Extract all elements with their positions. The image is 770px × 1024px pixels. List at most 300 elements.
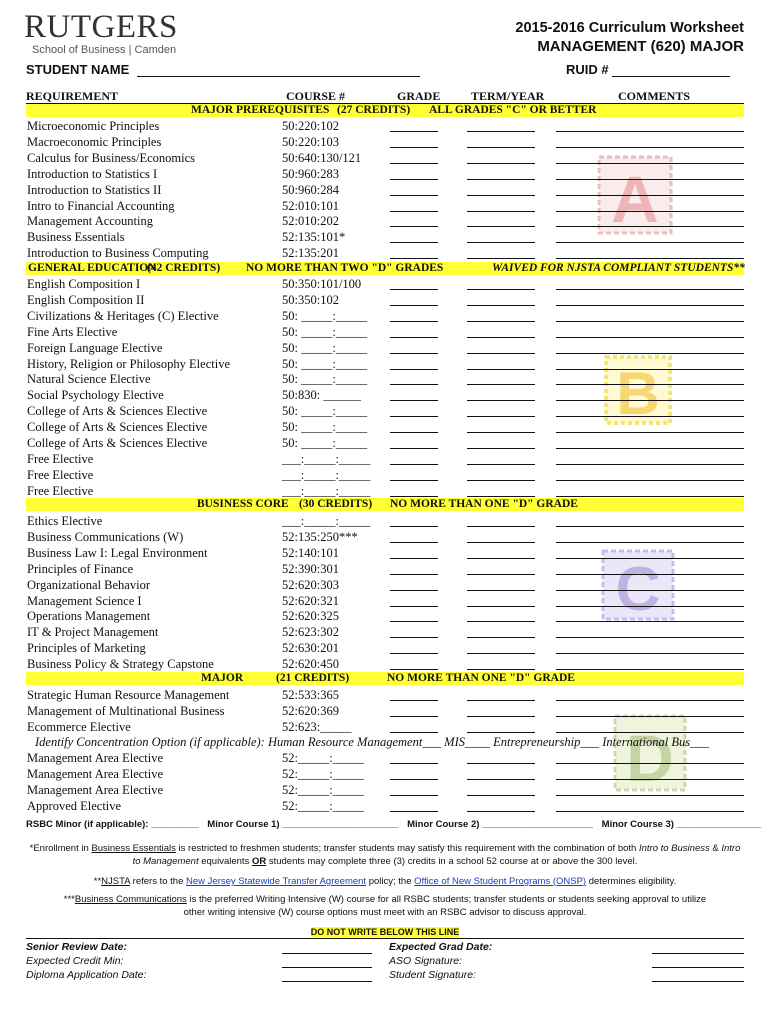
requirement-name: Free Elective [27,451,94,466]
course-row [26,198,744,214]
grade-field[interactable] [390,179,438,180]
course-number: 50: _____:_____ [282,308,368,323]
comments-field[interactable] [556,147,744,148]
requirement-name: Organizational Behavior [27,577,150,592]
term-year-field[interactable] [467,305,535,306]
requirement-name: Management Accounting [27,214,154,229]
requirement-name: Introduction to Business Computing [27,246,209,261]
comments-field[interactable] [556,369,744,370]
term-year-field[interactable] [467,448,535,449]
course-row [26,387,744,403]
grade-field[interactable] [390,163,438,164]
course-number: 50:640:130/121 [282,150,362,165]
course-row [26,782,744,798]
grade-field[interactable] [390,779,438,780]
comments-field[interactable] [556,448,744,449]
course-number: 50:220:102 [282,119,339,133]
note3-part: is the preferred Writing Intensive (W) course for all RSBC students; transfer students or students seeking approval to utilize other writing intensive (W) course options must meet with an RSBC advisor to discuss approval. [183,894,707,918]
course-row [26,182,744,198]
term-year-field[interactable] [467,416,535,417]
grade-field[interactable] [390,353,438,354]
requirement-name: Strategic Human Resource Management [27,688,230,702]
comments-field[interactable] [556,464,744,465]
course-row [26,798,744,814]
aso-signature-label: ASO Signature: [389,955,462,967]
comments-field[interactable] [556,179,744,180]
course-number: 50:350:102 [282,292,339,307]
course-row [26,608,744,624]
course-row [26,593,744,609]
requirement-name: Principles of Marketing [27,641,146,656]
term-year-field[interactable] [467,179,535,180]
band-core-credits: (30 CREDITS) [299,498,373,510]
col-grade: GRADE [397,89,441,103]
term-year-field[interactable] [467,574,535,575]
course-row [26,292,744,308]
requirement-name: Business Communications (W) [27,529,184,544]
course-number: 52:390:301 [282,561,339,576]
comments-field[interactable] [556,131,744,132]
comments-field[interactable] [556,400,744,401]
note1-part: is restricted to freshmen students; transfer students may satisfy this requirement with the combination of both [175,843,639,854]
course-row [26,356,744,372]
senior-review-label: Senior Review Date: [26,941,127,953]
course-number: 50:960:283 [282,166,339,181]
term-year-field[interactable] [467,637,535,638]
course-number: 50: _____:_____ [282,420,368,435]
term-year-field[interactable] [467,653,535,654]
course-number: 50:220:103 [282,134,339,149]
comments-field[interactable] [556,353,744,354]
term-year-field[interactable] [467,131,535,132]
band-general-education [26,262,744,275]
grade-field[interactable] [390,321,438,322]
term-year-field[interactable] [467,353,535,354]
band-gened-rule: NO MORE THAN TWO "D" GRADES [246,262,444,274]
course-row [26,703,744,719]
requirement-name: Intro to Financial Accounting [27,198,175,213]
concentration-options[interactable]: Identify Concentration Option (if applicable): Human Resource Management___ MIS____ Entrepreneurship___ International Bus___ [35,735,709,749]
course-number: 50:960:284 [282,182,339,197]
course-row [26,435,744,451]
course-number: 50:350:101/100 [282,277,362,291]
term-year-field[interactable] [467,195,535,196]
course-number: 52:620:321 [282,593,339,608]
note2-njsta: NJSTA [101,876,131,887]
student-signature-label: Student Signature: [389,969,476,981]
grade-field[interactable] [390,732,438,733]
onsp-link[interactable]: Office of New Student Programs (ONSP) [414,876,587,887]
band-gened-title: GENERAL EDUCATION [28,262,157,274]
comments-field[interactable] [556,811,744,812]
course-row [26,687,744,703]
comments-field[interactable] [556,163,744,164]
grade-field[interactable] [390,448,438,449]
course-number: 52:_____:_____ [282,798,364,813]
comments-field[interactable] [556,779,744,780]
course-number: 52:620:450 [282,657,339,672]
course-row [26,229,744,245]
requirement-name: Foreign Language Elective [27,340,163,355]
grade-field[interactable] [390,242,438,243]
grade-field[interactable] [390,369,438,370]
comments-field[interactable] [556,305,744,306]
requirement-name: Fine Arts Elective [27,324,118,339]
rutgers-logo [24,10,178,56]
col-comments: COMMENTS [618,89,690,103]
grade-field[interactable] [390,337,438,338]
comments-field[interactable] [556,195,744,196]
minor-label: RSBC Minor (if applicable): _________ [26,819,199,830]
grade-field[interactable] [390,669,438,670]
term-year-field[interactable] [467,542,535,543]
course-number: 52:_____:_____ [282,782,364,797]
grade-field[interactable] [390,400,438,401]
grade-field[interactable] [390,384,438,385]
comments-field[interactable] [556,542,744,543]
term-year-field[interactable] [467,384,535,385]
requirement-name: Management Area Elective [27,782,164,797]
band-prereq-rule: ALL GRADES "C" OR BETTER [429,104,597,116]
band-major [26,672,744,685]
course-row [26,134,744,150]
note1-or: OR [251,856,267,867]
grade-field[interactable] [390,621,438,622]
comments-field[interactable] [556,606,744,607]
term-year-field[interactable] [467,226,535,227]
worksheet-title: 2015-2016 Curriculum Worksheet [515,20,744,36]
aso-signature-field[interactable] [652,967,744,968]
expected-credit-field[interactable] [282,967,372,968]
band-major-credits: (21 CREDITS) [276,672,350,684]
comments-field[interactable] [556,242,744,243]
note3-course: Business Communications [74,894,187,905]
term-year-field[interactable] [467,590,535,591]
minor-course-1[interactable]: Minor Course 1) ______________________ [207,819,399,830]
course-row [26,656,744,672]
course-row [26,766,744,782]
comments-field[interactable] [556,289,744,290]
comments-field[interactable] [556,700,744,701]
course-number: 50: _____:_____ [282,324,368,339]
term-year-field[interactable] [467,606,535,607]
requirement-name: Ecommerce Elective [27,719,131,734]
comments-field[interactable] [556,226,744,227]
svg-text:B: B [616,360,660,426]
comments-field[interactable] [556,795,744,796]
term-year-field[interactable] [467,763,535,764]
course-row [26,529,744,545]
do-not-write-text: DO NOT WRITE BELOW THIS LINE [310,927,460,937]
grade-field[interactable] [390,195,438,196]
course-row [26,467,744,483]
term-year-field[interactable] [467,242,535,243]
term-year-field[interactable] [467,369,535,370]
course-row [26,340,744,356]
requirement-name: Management of Multinational Business [27,703,225,718]
term-year-field[interactable] [467,526,535,527]
course-number: 52:630:201 [282,641,339,656]
band-prereq-title: MAJOR PREREQUISITES [191,104,330,116]
grade-field[interactable] [390,432,438,433]
term-year-field[interactable] [467,716,535,717]
term-year-field[interactable] [467,558,535,559]
requirement-name: Approved Elective [27,798,122,813]
term-year-field[interactable] [467,496,535,497]
term-year-field[interactable] [467,669,535,670]
expected-grad-label: Expected Grad Date: [389,941,493,953]
comments-field[interactable] [556,621,744,622]
requirement-name: College of Arts & Sciences Elective [27,404,208,419]
note1-part: *Enrollment in [29,843,92,854]
grade-field[interactable] [390,542,438,543]
svg-text:A: A [611,162,659,236]
grade-field[interactable] [390,464,438,465]
requirement-name: Microeconomic Principles [27,119,160,133]
comments-field[interactable] [556,211,744,212]
note1-part: & [709,843,722,854]
note2-part: refers to the [130,876,187,887]
term-year-field[interactable] [467,147,535,148]
course-row [26,276,744,292]
requirement-name: Social Psychology Elective [27,388,164,403]
svg-text:D: D [626,721,674,793]
requirement-name: Natural Science Elective [27,372,151,387]
note-business-communications [60,893,710,919]
grade-field[interactable] [390,574,438,575]
comments-field[interactable] [556,496,744,497]
student-signature-field[interactable] [652,981,744,982]
course-row [26,513,744,529]
requirement-name: Management Science I [27,593,142,608]
requirement-name: Business Law I: Legal Environment [27,545,208,560]
course-number: 50: _____:_____ [282,356,368,371]
student-name-field[interactable] [26,62,420,77]
comments-field[interactable] [556,321,744,322]
course-number: 50:830: ______ [282,388,361,403]
note-business-essentials [26,842,744,868]
note1-course: Intro to Business [638,843,710,854]
requirement-name: Principles of Finance [27,561,134,576]
term-year-field[interactable] [467,337,535,338]
term-year-field[interactable] [467,779,535,780]
requirement-name: Free Elective [27,483,94,498]
requirement-name: Business Policy & Strategy Capstone [27,657,214,672]
term-year-field[interactable] [467,258,535,259]
course-number: 52:620:369 [282,703,339,718]
term-year-field[interactable] [467,464,535,465]
course-number: 50: _____:_____ [282,372,368,387]
note3-part: *** [63,894,75,905]
grade-field[interactable] [390,226,438,227]
comments-field[interactable] [556,480,744,481]
comments-field[interactable] [556,669,744,670]
course-number: ___:_____:_____ [282,467,371,482]
course-row [26,451,744,467]
term-year-field[interactable] [467,732,535,733]
grade-field[interactable] [390,305,438,306]
comments-field[interactable] [556,637,744,638]
course-number: 50: _____:_____ [282,340,368,355]
comments-field[interactable] [556,716,744,717]
band-prereq-credits: (27 CREDITS) [337,104,411,116]
grade-field[interactable] [390,795,438,796]
comments-field[interactable] [556,558,744,559]
course-number: 52:010:202 [282,214,339,229]
term-year-field[interactable] [467,400,535,401]
comments-field[interactable] [556,526,744,527]
course-number: ___:_____:_____ [282,514,371,528]
course-row [26,577,744,593]
term-year-field[interactable] [467,163,535,164]
course-row [26,150,744,166]
term-year-field[interactable] [467,211,535,212]
course-number: 52:140:101 [282,545,339,560]
requirement-name: English Composition II [27,292,145,307]
senior-review-field[interactable] [282,953,372,954]
note2-part: ** [93,876,102,887]
course-row [26,245,744,261]
course-row [26,719,744,735]
expected-grad-field[interactable] [652,953,744,954]
requirement-name: Business Essentials [27,230,125,245]
course-number: 52:135:101* [282,230,346,245]
course-number: 50: _____:_____ [282,436,368,450]
comments-field[interactable] [556,574,744,575]
note2-part: policy; the [366,876,415,887]
comments-field[interactable] [556,732,744,733]
term-year-field[interactable] [467,621,535,622]
diploma-date-field[interactable] [282,981,372,982]
band-major-title: MAJOR [201,672,244,684]
course-row [26,403,744,419]
course-row [26,371,744,387]
col-requirement: REQUIREMENT [26,89,119,103]
office-divider [26,938,744,939]
band-core-title: BUSINESS CORE [197,498,289,510]
grade-field[interactable] [390,558,438,559]
col-course: COURSE # [286,89,346,103]
requirement-name: IT & Project Management [27,625,159,640]
ruid-label: RUID # [566,62,609,77]
course-row [26,213,744,229]
band-business-core [26,498,744,511]
grade-field[interactable] [390,763,438,764]
note1-part: students may complete three (3) credits in a school 52 course at or above the 300 level. [266,856,638,867]
logo-wordmark: RUTGERS [24,9,178,45]
course-number: 52:533:365 [282,688,339,702]
term-year-field[interactable] [467,795,535,796]
comments-field[interactable] [556,763,744,764]
requirement-name: Management Area Elective [27,766,164,781]
grade-field[interactable] [390,606,438,607]
diploma-date-label: Diploma Application Date: [26,969,147,981]
course-row [26,624,744,640]
comments-field[interactable] [556,590,744,591]
grade-field[interactable] [390,653,438,654]
term-year-field[interactable] [467,700,535,701]
grade-field[interactable] [390,289,438,290]
comments-field[interactable] [556,416,744,417]
term-year-field[interactable] [467,811,535,812]
student-name-label: STUDENT NAME [26,62,130,77]
njsta-link[interactable]: New Jersey Statewide Transfer Agreement [186,876,367,887]
expected-credit-label: Expected Credit Min: [26,955,124,967]
grade-field[interactable] [390,637,438,638]
grade-field[interactable] [390,700,438,701]
note1-course: Business Essentials [91,843,176,854]
major-title: MANAGEMENT (620) MAJOR [537,38,744,55]
grade-field[interactable] [390,590,438,591]
note2-part: determines eligibility. [586,876,677,887]
term-year-field[interactable] [467,321,535,322]
requirement-name: Management Area Elective [27,751,164,765]
requirement-name: Operations Management [27,609,151,624]
course-row [26,640,744,656]
comments-field[interactable] [556,384,744,385]
term-year-field[interactable] [467,289,535,290]
band-major-rule: NO MORE THAN ONE "D" GRADE [387,672,575,684]
band-gened-note: WAIVED FOR NJSTA COMPLIANT STUDENTS** [492,262,745,274]
course-number: 52:620:303 [282,577,339,592]
grade-field[interactable] [390,716,438,717]
course-number: 52:_____:_____ [282,766,364,781]
minor-course-2[interactable]: Minor Course 2) _____________________ [407,819,594,830]
grade-field[interactable] [390,811,438,812]
do-not-write-banner [26,927,744,937]
course-number: 52:623:_____ [282,719,352,734]
course-number: 52:135:201 [282,246,339,261]
requirement-name: College of Arts & Sciences Elective [27,436,208,450]
grade-field[interactable] [390,416,438,417]
minor-line[interactable] [26,819,761,830]
grade-field[interactable] [390,496,438,497]
minor-course-3[interactable]: Minor Course 3) ________________ [601,819,762,830]
requirement-name: Free Elective [27,467,94,482]
grade-field[interactable] [390,258,438,259]
requirement-name: Ethics Elective [27,514,103,528]
requirement-name: History, Religion or Philosophy Elective [27,356,230,371]
grade-field[interactable] [390,526,438,527]
band-core-rule: NO MORE THAN ONE "D" GRADE [390,498,578,510]
note1-course: Intro to Management [132,843,741,867]
term-year-field[interactable] [467,480,535,481]
note1-part: equivalents [198,856,252,867]
grade-field[interactable] [390,480,438,481]
requirement-name: Macroeconomic Principles [27,134,162,149]
course-row [26,561,744,577]
comments-field[interactable] [556,258,744,259]
comments-field[interactable] [556,337,744,338]
course-number: 52:620:325 [282,609,339,624]
comments-field[interactable] [556,432,744,433]
term-year-field[interactable] [467,432,535,433]
requirement-name: Calculus for Business/Economics [27,150,196,165]
col-term: TERM/YEAR [471,89,545,103]
course-number: ___:_____:_____ [282,451,371,466]
grade-field[interactable] [390,131,438,132]
comments-field[interactable] [556,653,744,654]
ruid-field[interactable] [566,62,730,77]
note-njsta [26,875,744,888]
course-number: 52:135:250*** [282,529,358,544]
course-number: 52:_____:_____ [282,751,364,765]
requirement-name: English Composition I [27,277,141,291]
grade-field[interactable] [390,147,438,148]
grade-field[interactable] [390,211,438,212]
requirement-name: Civilizations & Heritages (C) Elective [27,308,219,323]
course-row [26,118,744,134]
